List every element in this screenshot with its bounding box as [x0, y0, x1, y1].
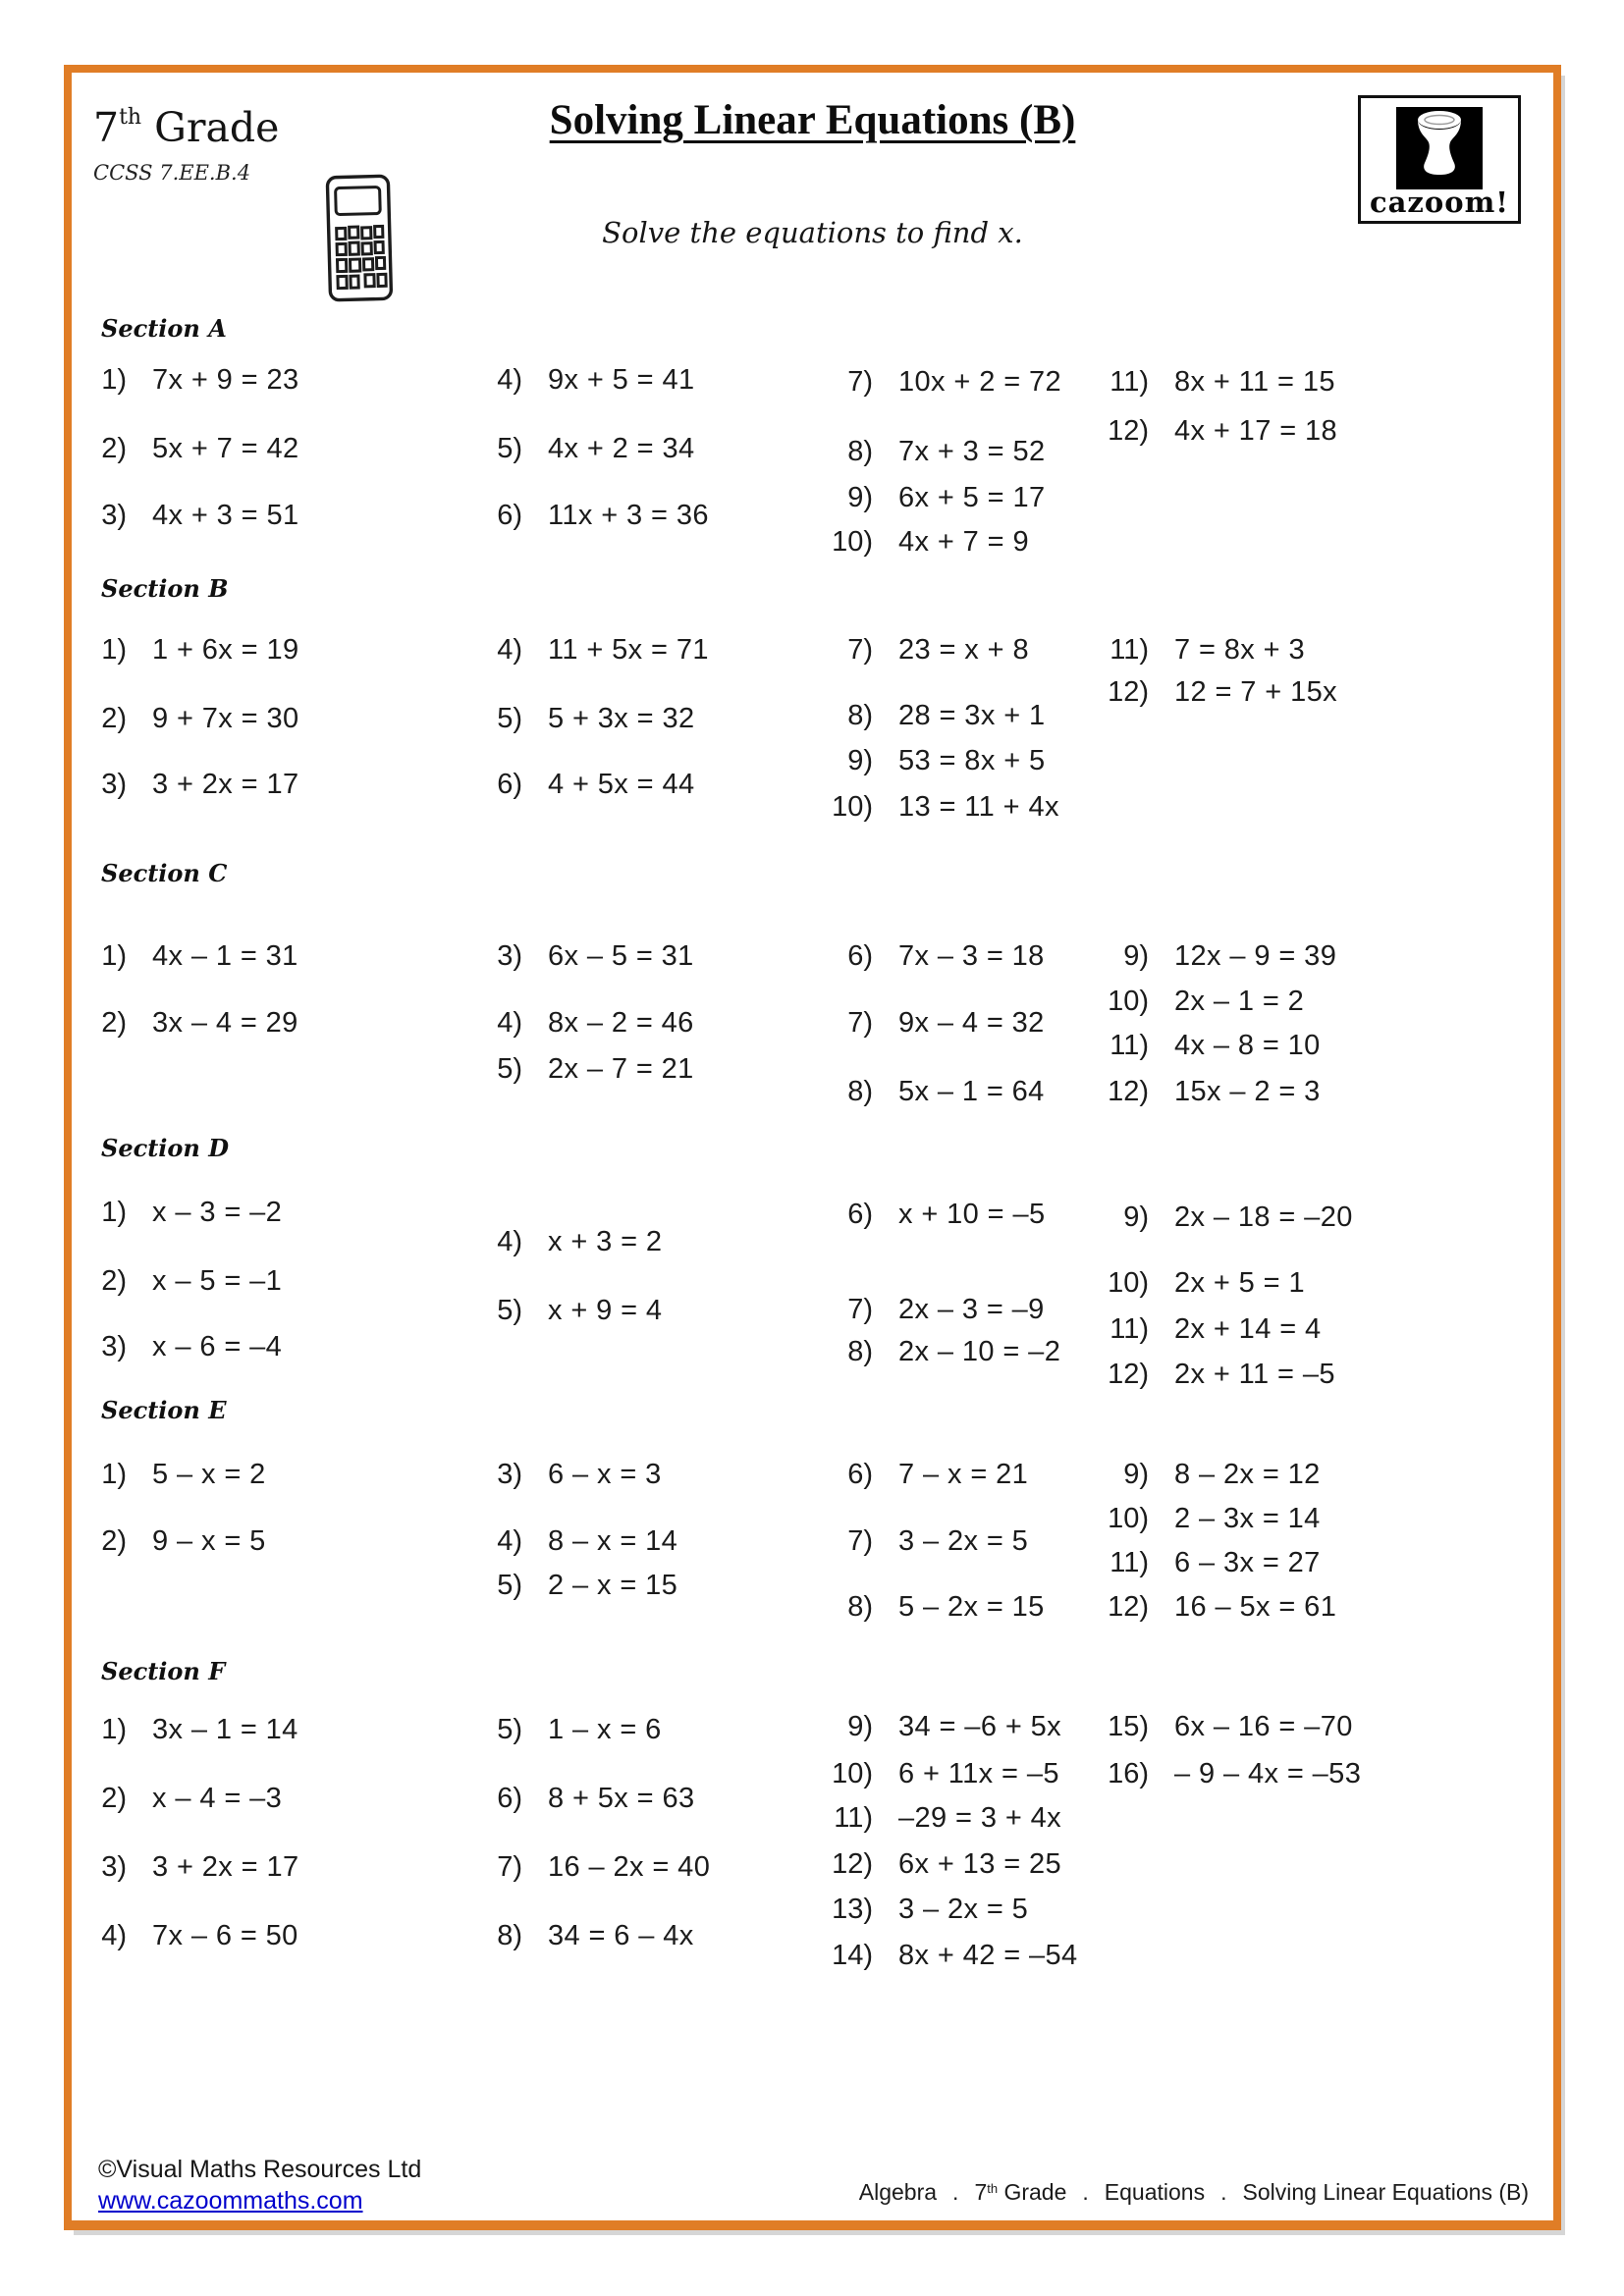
- section-label: Section C: [101, 859, 228, 887]
- equation-number: 8): [847, 1336, 873, 1367]
- calculator-icon: [322, 172, 399, 310]
- equation-text: 13 = 11 + 4x: [898, 791, 1059, 823]
- equation-text: 4x – 1 = 31: [152, 940, 298, 972]
- equation-text: 2x – 1 = 2: [1174, 986, 1305, 1017]
- equation-number: 1): [101, 364, 127, 396]
- equation-item: [66, 1006, 298, 1040]
- equation-text: 10x + 2 = 72: [898, 366, 1062, 398]
- equation-number: 7): [847, 366, 873, 398]
- equation-text: 11 + 5x = 71: [548, 634, 709, 666]
- breadcrumb-grade-word: Grade: [998, 2179, 1067, 2205]
- equation-text: 7 – x = 21: [898, 1459, 1029, 1490]
- equation-number: 11): [834, 1802, 873, 1834]
- equation-number: 12): [1108, 1591, 1149, 1623]
- equation-item: [66, 939, 298, 973]
- cazoom-logo: [1358, 95, 1521, 224]
- page-title: Solving Linear Equations (B): [549, 97, 1076, 143]
- equation-number: 9): [1123, 1201, 1149, 1233]
- equation-text: 6x – 5 = 31: [548, 940, 694, 972]
- equation-number: 7): [847, 1525, 873, 1557]
- equation-text: 2x – 7 = 21: [548, 1053, 694, 1085]
- equation-number: 4): [497, 1007, 522, 1039]
- equation-number: 12): [1108, 676, 1149, 708]
- equation-text: x + 3 = 2: [548, 1226, 663, 1257]
- equation-item: [1088, 1075, 1321, 1108]
- equation-number: 5): [497, 1295, 522, 1326]
- equation-item: [461, 1294, 662, 1327]
- breadcrumb-item: Equations: [1104, 2179, 1206, 2205]
- equation-item: [66, 1330, 282, 1363]
- equation-number: 2): [101, 1525, 127, 1557]
- equation-number: 9): [847, 1711, 873, 1742]
- equation-text: 4x + 3 = 51: [152, 500, 299, 531]
- equation-number: 10): [832, 1758, 873, 1789]
- equation-text: 6 + 11x = –5: [898, 1758, 1059, 1789]
- equation-item: [812, 481, 1046, 514]
- equation-text: 5 + 3x = 32: [548, 703, 695, 734]
- equation-item: [1088, 985, 1304, 1018]
- equation-text: 6 – x = 3: [548, 1459, 662, 1490]
- equation-text: 2x + 14 = 4: [1174, 1313, 1322, 1345]
- equation-text: 2 – 3x = 14: [1174, 1503, 1321, 1534]
- instruction-text: Solve the equations to find x.: [602, 216, 1023, 249]
- equation-item: [461, 1225, 662, 1258]
- breadcrumb-grade-number: 7: [974, 2179, 988, 2205]
- equation-number: 15): [1108, 1711, 1149, 1742]
- breadcrumb-separator: .: [1082, 2179, 1089, 2205]
- breadcrumb-grade-suffix: th: [987, 2181, 999, 2196]
- equation-text: 2x + 11 = –5: [1174, 1359, 1335, 1390]
- equation-number: 11): [1110, 1547, 1149, 1578]
- equation-number: 10): [1108, 986, 1149, 1017]
- equation-item: [66, 633, 299, 667]
- equation-number: 6): [497, 769, 522, 800]
- equation-text: 7 = 8x + 3: [1174, 634, 1305, 666]
- equation-number: 6): [847, 1199, 873, 1230]
- equation-text: 9 + 7x = 30: [152, 703, 299, 734]
- equation-text: 6x – 16 = –70: [1174, 1711, 1353, 1742]
- equation-text: 4x + 7 = 9: [898, 526, 1029, 558]
- equation-number: 10): [832, 526, 873, 558]
- equation-item: [1088, 1458, 1321, 1491]
- equation-item: [66, 1264, 282, 1298]
- drum-icon: [1396, 107, 1483, 189]
- equation-text: 12x – 9 = 39: [1174, 940, 1337, 972]
- equation-number: 2): [101, 1265, 127, 1297]
- equation-item: [461, 1006, 694, 1040]
- equation-text: – 9 – 4x = –53: [1174, 1758, 1362, 1789]
- equation-item: [812, 365, 1061, 399]
- equation-text: 2 – x = 15: [548, 1570, 678, 1601]
- equation-item: [1088, 1358, 1335, 1391]
- equation-number: 7): [847, 1294, 873, 1325]
- equation-number: 3): [101, 1331, 127, 1362]
- equation-item: [461, 1569, 677, 1602]
- equation-item: [1088, 1590, 1336, 1624]
- equation-number: 9): [847, 745, 873, 776]
- breadcrumb: [64, 2179, 1529, 2206]
- equation-text: 3x – 4 = 29: [152, 1007, 298, 1039]
- equation-item: [812, 699, 1046, 732]
- equation-item: [1088, 1266, 1305, 1300]
- equation-number: 6): [847, 1459, 873, 1490]
- equation-number: 10): [832, 791, 873, 823]
- equation-number: 16): [1108, 1758, 1149, 1789]
- equation-text: 6x + 5 = 17: [898, 482, 1046, 513]
- equation-item: [812, 1524, 1028, 1558]
- equation-item: [66, 1524, 266, 1558]
- equation-item: [461, 432, 695, 465]
- equation-item: [812, 1458, 1028, 1491]
- grade-number: 7: [93, 104, 120, 151]
- equation-number: 3): [101, 500, 127, 531]
- equation-text: 8 – x = 14: [548, 1525, 678, 1557]
- equation-item: [1088, 414, 1337, 448]
- equation-item: [1088, 1710, 1353, 1743]
- equation-number: 9): [1123, 940, 1149, 972]
- equation-text: 4 + 5x = 44: [548, 769, 695, 800]
- equation-item: [66, 432, 299, 465]
- equation-item: [461, 768, 695, 801]
- equation-text: 3 – 2x = 5: [898, 1894, 1029, 1925]
- equation-item: [812, 1075, 1045, 1108]
- equation-number: 1): [101, 634, 127, 666]
- equation-text: 53 = 8x + 5: [898, 745, 1046, 776]
- equation-number: 8): [497, 1920, 522, 1951]
- breadcrumb-item: [974, 2179, 1066, 2205]
- equation-text: 9 – x = 5: [152, 1525, 266, 1557]
- equation-text: 7x + 3 = 52: [898, 436, 1046, 467]
- equation-number: 4): [497, 1226, 522, 1257]
- equation-item: [812, 1335, 1060, 1368]
- equation-item: [1088, 1546, 1321, 1579]
- equation-text: 16 – 2x = 40: [548, 1851, 711, 1883]
- equation-number: 3): [101, 1851, 127, 1883]
- equation-number: 12): [832, 1848, 873, 1880]
- equation-item: [812, 939, 1045, 973]
- equation-text: 4x + 17 = 18: [1174, 415, 1338, 447]
- equation-item: [461, 633, 709, 667]
- equation-item: [812, 1847, 1061, 1881]
- copyright-text: ©Visual Maths Resources Ltd: [98, 2156, 422, 2183]
- equation-number: 9): [1123, 1459, 1149, 1490]
- equation-item: [66, 1713, 298, 1746]
- grade-word: Grade: [141, 104, 280, 151]
- equation-item: [812, 1939, 1078, 1972]
- equation-item: [66, 1196, 282, 1229]
- section-label: Section F: [101, 1657, 226, 1685]
- equation-number: 1): [101, 940, 127, 972]
- equation-text: 23 = x + 8: [898, 634, 1029, 666]
- equation-item: [66, 1850, 299, 1884]
- equation-item: [461, 939, 694, 973]
- equation-text: 34 = –6 + 5x: [898, 1711, 1062, 1742]
- equation-item: [461, 1052, 694, 1086]
- equation-text: x – 4 = –3: [152, 1783, 283, 1814]
- equation-number: 11): [1110, 366, 1149, 398]
- equation-item: [1088, 1029, 1321, 1062]
- equation-text: 7x – 3 = 18: [898, 940, 1045, 972]
- equation-text: 4x + 2 = 34: [548, 433, 695, 464]
- equation-text: x – 3 = –2: [152, 1197, 283, 1228]
- logo-wordmark: cazoom!: [1369, 186, 1510, 219]
- equation-item: [461, 702, 695, 735]
- equation-text: 28 = 3x + 1: [898, 700, 1046, 731]
- breadcrumb-item: Solving Linear Equations (B): [1242, 2179, 1529, 2205]
- equation-text: x – 5 = –1: [152, 1265, 283, 1297]
- equation-number: 1): [101, 1459, 127, 1490]
- equation-item: [1088, 939, 1336, 973]
- equation-item: [461, 1524, 677, 1558]
- equation-text: 5x – 1 = 64: [898, 1076, 1045, 1107]
- equation-item: [461, 1850, 710, 1884]
- equation-number: 4): [101, 1920, 127, 1951]
- equation-item: [812, 744, 1046, 777]
- equation-item: [66, 363, 299, 397]
- equation-text: 15x – 2 = 3: [1174, 1076, 1321, 1107]
- section-label: Section E: [101, 1396, 227, 1424]
- equation-number: 12): [1108, 1076, 1149, 1107]
- equation-number: 6): [497, 500, 522, 531]
- breadcrumb-separator: .: [952, 2179, 959, 2205]
- equation-text: 3 + 2x = 17: [152, 1851, 299, 1883]
- equation-text: 8 – 2x = 12: [1174, 1459, 1321, 1490]
- equation-number: 8): [847, 1076, 873, 1107]
- website-link[interactable]: www.cazoommaths.com: [98, 2187, 363, 2215]
- equation-item: [461, 1713, 662, 1746]
- equation-text: 2x – 18 = –20: [1174, 1201, 1353, 1233]
- equation-text: 5x + 7 = 42: [152, 433, 299, 464]
- equation-number: 5): [497, 1714, 522, 1745]
- equation-number: 10): [1108, 1267, 1149, 1299]
- equation-text: 6 – 3x = 27: [1174, 1547, 1321, 1578]
- equation-number: 8): [847, 436, 873, 467]
- equation-item: [812, 1757, 1059, 1790]
- equation-item: [66, 1458, 266, 1491]
- equation-text: 6x + 13 = 25: [898, 1848, 1062, 1880]
- equation-number: 3): [497, 1459, 522, 1490]
- equation-text: 16 – 5x = 61: [1174, 1591, 1337, 1623]
- equation-text: x + 10 = –5: [898, 1199, 1046, 1230]
- equation-text: 7x – 6 = 50: [152, 1920, 298, 1951]
- equation-item: [461, 1782, 695, 1815]
- equation-item: [66, 1782, 282, 1815]
- equation-item: [1088, 1502, 1321, 1535]
- equation-item: [66, 499, 299, 532]
- equation-item: [66, 1919, 298, 1952]
- equation-item: [1088, 1201, 1353, 1234]
- equation-text: 8x – 2 = 46: [548, 1007, 694, 1039]
- equation-text: 4x – 8 = 10: [1174, 1030, 1321, 1061]
- equation-item: [1088, 633, 1305, 667]
- equation-text: 2x + 5 = 1: [1174, 1267, 1305, 1299]
- equation-text: 8 + 5x = 63: [548, 1783, 695, 1814]
- equation-item: [812, 1590, 1045, 1624]
- equation-item: [1088, 1312, 1322, 1346]
- equation-text: 2x – 3 = –9: [898, 1294, 1045, 1325]
- equation-text: 7x + 9 = 23: [152, 364, 299, 396]
- equation-number: 11): [1110, 634, 1149, 666]
- equation-item: [812, 1006, 1045, 1040]
- equation-item: [812, 435, 1046, 468]
- equation-number: 7): [847, 634, 873, 666]
- equation-item: [66, 702, 299, 735]
- equation-number: 2): [101, 433, 127, 464]
- equation-number: 3): [101, 769, 127, 800]
- equation-item: [1088, 1757, 1361, 1790]
- grade-suffix: th: [119, 105, 142, 130]
- equation-text: 3 – 2x = 5: [898, 1525, 1029, 1557]
- equation-text: 34 = 6 – 4x: [548, 1920, 694, 1951]
- equation-number: 14): [832, 1940, 873, 1971]
- equation-item: [812, 633, 1029, 667]
- equation-number: 6): [497, 1783, 522, 1814]
- equation-item: [1088, 675, 1337, 709]
- equation-text: 8x + 11 = 15: [1174, 366, 1335, 398]
- equation-number: 4): [497, 1525, 522, 1557]
- equation-number: 3): [497, 940, 522, 972]
- equation-number: 13): [832, 1894, 873, 1925]
- equation-number: 2): [101, 703, 127, 734]
- breadcrumb-item: Algebra: [858, 2179, 938, 2205]
- section-label: Section A: [101, 314, 227, 343]
- equation-text: 3x – 1 = 14: [152, 1714, 298, 1745]
- equation-item: [812, 790, 1059, 824]
- equation-number: 12): [1108, 415, 1149, 447]
- equation-number: 6): [847, 940, 873, 972]
- equation-number: 10): [1108, 1503, 1149, 1534]
- equation-text: 5 – x = 2: [152, 1459, 266, 1490]
- equation-number: 1): [101, 1197, 127, 1228]
- equation-text: 9x + 5 = 41: [548, 364, 695, 396]
- equation-text: 2x – 10 = –2: [898, 1336, 1061, 1367]
- equation-number: 2): [101, 1783, 127, 1814]
- equation-number: 11): [1110, 1313, 1149, 1345]
- equation-text: 5 – 2x = 15: [898, 1591, 1045, 1623]
- equation-item: [461, 499, 709, 532]
- equation-text: 1 – x = 6: [548, 1714, 662, 1745]
- equation-text: x + 9 = 4: [548, 1295, 663, 1326]
- equation-item: [812, 1893, 1028, 1926]
- equation-number: 12): [1108, 1359, 1149, 1390]
- equation-item: [812, 1710, 1061, 1743]
- equation-number: 8): [847, 700, 873, 731]
- equation-number: 9): [847, 482, 873, 513]
- equation-number: 5): [497, 703, 522, 734]
- equation-item: [1088, 365, 1335, 399]
- equation-item: [66, 768, 299, 801]
- equation-number: 4): [497, 364, 522, 396]
- equation-number: 2): [101, 1007, 127, 1039]
- equation-number: 1): [101, 1714, 127, 1745]
- breadcrumb-separator: .: [1220, 2179, 1227, 2205]
- equation-number: 11): [1110, 1030, 1149, 1061]
- equation-number: 4): [497, 634, 522, 666]
- equation-text: 9x – 4 = 32: [898, 1007, 1045, 1039]
- equation-item: [461, 363, 695, 397]
- equation-text: 8x + 42 = –54: [898, 1940, 1078, 1971]
- equation-text: 3 + 2x = 17: [152, 769, 299, 800]
- equation-number: 5): [497, 1570, 522, 1601]
- equation-number: 5): [497, 433, 522, 464]
- equation-number: 7): [497, 1851, 522, 1883]
- equation-text: x – 6 = –4: [152, 1331, 283, 1362]
- equation-number: 7): [847, 1007, 873, 1039]
- equation-text: 12 = 7 + 15x: [1174, 676, 1338, 708]
- equation-item: [461, 1919, 694, 1952]
- ccss-label: CCSS 7.EE.B.4: [93, 161, 251, 185]
- equation-number: 5): [497, 1053, 522, 1085]
- equation-item: [812, 1198, 1046, 1231]
- equation-item: [812, 1801, 1061, 1835]
- section-label: Section D: [101, 1134, 230, 1162]
- equation-text: –29 = 3 + 4x: [898, 1802, 1062, 1834]
- equation-text: 1 + 6x = 19: [152, 634, 299, 666]
- section-label: Section B: [101, 574, 229, 603]
- equation-item: [812, 525, 1029, 559]
- equation-item: [812, 1293, 1045, 1326]
- equation-number: 8): [847, 1591, 873, 1623]
- equation-text: 11x + 3 = 36: [548, 500, 709, 531]
- equation-item: [461, 1458, 662, 1491]
